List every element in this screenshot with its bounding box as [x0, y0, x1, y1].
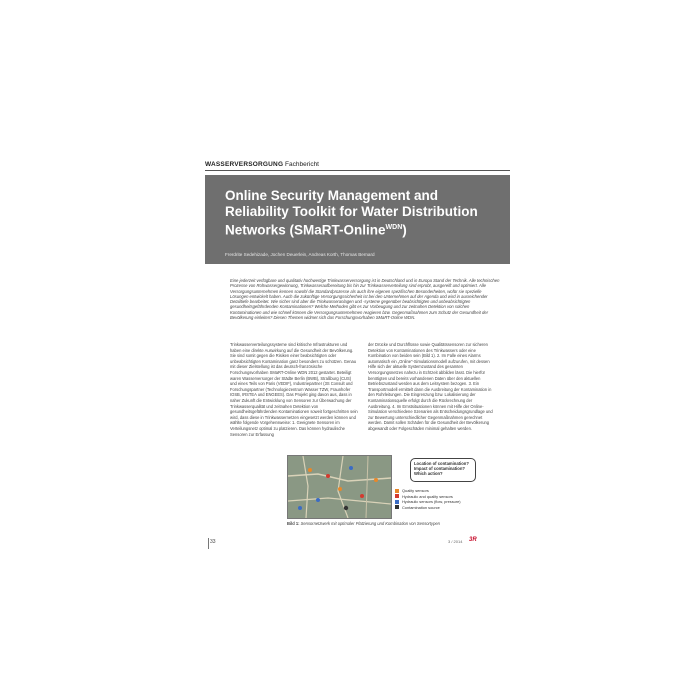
issue-label: 3 / 2014 [448, 539, 463, 544]
legend-item: Hydraulic and quality sensors [395, 494, 461, 500]
publisher-logo: 3R [469, 537, 477, 543]
figure-caption: Bild 1: Sensornetzwerk mit optimaler Platzierung und Kombination von Sensortypen [287, 521, 440, 526]
figure-legend [395, 488, 461, 510]
body-column-left: Trinkwasserverteilungssysteme sind kritische Infrastrukturen und haben eine direkte Auswirkung auf die Gesundheit der Bevölkerung. Sie sind somit gegen die Risiken einer beabsichtigten oder unbeabsichtigten Kontamination ganz besonders zu schützen. Genau mit dieser Zielstellung ist das deutsch-französische Forschungsvorhaben SMaRT-Online WDN 2012 gestartet. Beteiligt waren Wasserversorger der Städte Berlin (BWB), Straßburg (CUS) und eines Teils von Paris (VEDIF), Industriepartner (3S Consult und Forschungspartner (Technologiezentrum Wasser TZW, Fraunhofer IOSB, IRSTEA und ENGEES). Das Projekt ging davon aus, dass in naher Zukunft die Entwicklung von Sensoren zur Überwachung der Trinkwasserqualität und zeitnahen Detektion von gesundheitsgefährdenden Kontaminationen soweit fortgeschritten sein wird, dass diese in Trinkwassernetzen eingesetzt werden können und wählte folgende Vorgehensweise: 1. Geeignete Sensoren im Verteilungsnetz optimal zu platzieren. Das können hydraulische Sensoren zur Erfassung [230, 342, 358, 437]
section-divider [205, 170, 510, 171]
article-authors: Frerdrite Sedehizade, Jochen Deuerlein, Andreas Korth, Thomas Bernard [225, 252, 375, 257]
network-map-image [287, 455, 392, 519]
legend-item: Quality sensors [395, 488, 461, 494]
article-title: Online Security Management and Reliability Toolkit for Water Distribution Networks (SMaRT-Online$^{WDN}$) [225, 188, 478, 238]
footer-rule [208, 538, 209, 549]
section-name: WASSERVERSORGUNG [205, 161, 284, 168]
section-category: Fachbericht [285, 161, 319, 168]
legend-item: Contamination source [395, 505, 461, 511]
title-banner [205, 175, 510, 264]
page-number: 33 [210, 539, 216, 545]
figure-callout: Location of contamination? Impact of contamination? Which action? [410, 458, 476, 482]
legend-item: Hydraulic sensors (flow, pressure) [395, 499, 461, 505]
figure-1 [287, 455, 491, 517]
intro-paragraph: Eine jederzeit verfügbare und qualitativ hochwertige Trinkwasserversorgung ist in Deutschland und in Europa Stand der Technik. Alle technischen Prozesse von Rohwassergewinnung, Trinkwasseraufbereitung bis hin zur Trinkwasserverteilung sind erprobt, ausgereift und optimiert. Alle Versorgungsunternehmen kennen sowohl die Standardprozesse als auch ihre eigenen spezifischen Besonderheiten, wofür sie spezielle Lösungen entwickelt haben. Auch die zukünftige Versorgungssicherheit ist bei den Unternehmen auf der Agenda und wird in ausreichender Detailtiefe bearbeitet. Wie sicher sind aber die Trinkwasseranlagen und -systeme gegenüber beabsichtigten und unbeabsichtigten gesundheitsgefährdenden Kontaminationen? Welche Methoden gibt es zur Vorbeugung und zur zeitnahen Detektion von solchen Kontaminationen und wie schnell können die Versorgungsunternehmen reagieren bzw. Gegenmaßnahmen zum Schutz der Gesundheit der Bevölkerung einleiten? Diesen Themen widmet sich das Forschungsvorhaben SMaRT-Online WDN. [230, 278, 500, 321]
section-label [205, 161, 319, 168]
body-column-right: der Drücke und Durchflüsse sowie Qualitätssensoren zur sicheren Detektion von Kontaminationen des Trinkwassers oder eine Kombination von beiden sein (Bild 1). 2. Im Falle eines Alarms automatisch ein „Online"-Simulationsmodell aufzurufen, mit dessen Hilfe sich der aktuelle Systemzustand des gesamten Versorgungsnetzes nahezu in Echtzeit abbilden lässt. Die hierfür benötigten und bereits vorhandenen Daten über den aktuellen Betriebszustand werden aus dem Leitsystem bezogen. 3. Ein Transportmodell ermittelt dann die Ausbreitung der Kontamination in den Rohrleitungen. Die Eingrenzung bzw. Lokalisierung der Kontaminationsquelle erfolgt durch die Rückrechnung der Ausbreitung. 4. Im Ernstsituationen können mit Hilfe der Online-Simulation verschiedene Szenarien als Entscheidungsgrundlage und zur Bewertung unterschiedlicher Gegenmaßnahmen gerechnet werden. Damit sollen Schäden für die Gesundheit der Bevölkerung abgewandt oder Folgeschäden minimal gehalten werden. [368, 342, 493, 431]
